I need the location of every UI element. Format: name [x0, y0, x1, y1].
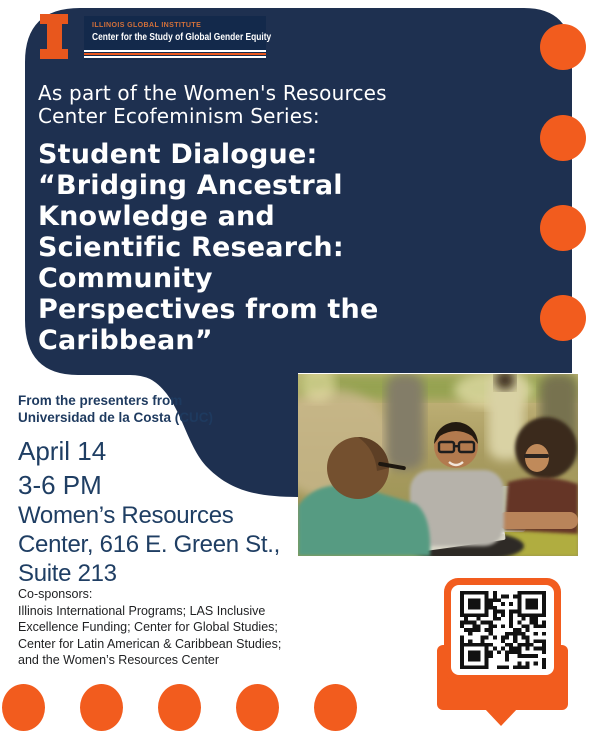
orange-dot-icon — [158, 684, 201, 731]
presenters-note — [18, 392, 213, 426]
orange-dot-icon — [540, 115, 586, 161]
title-line: Student Dialogue: — [38, 139, 318, 170]
event-photo — [298, 374, 578, 556]
location-line: Center, 616 E. Green St., — [18, 531, 280, 558]
institute-name: ILLINOIS GLOBAL INSTITUTE — [92, 20, 202, 29]
title-line: Community — [38, 263, 213, 294]
location-line: Women’s Resources — [18, 502, 234, 529]
event-location — [18, 501, 280, 588]
title-line: Knowledge and — [38, 201, 275, 232]
qr-inner-panel — [451, 585, 554, 675]
orange-dot-icon — [540, 205, 586, 251]
orange-dot-icon — [2, 684, 45, 731]
title-line: Caribbean” — [38, 325, 213, 356]
title-line: Perspectives from the — [38, 294, 379, 325]
cosponsors-heading: Co-sponsors: — [18, 587, 93, 601]
orange-dot-icon — [80, 684, 123, 731]
title-line: “Bridging Ancestral — [38, 170, 343, 201]
event-time: 3-6 PM — [18, 470, 102, 500]
cosponsors-line: Excellence Funding; Center for Global Studies; — [18, 620, 278, 634]
qr-frame — [444, 578, 561, 682]
series-kicker — [38, 82, 387, 128]
illinois-block-i-logo — [40, 14, 68, 59]
qr-speech-bubble — [437, 578, 568, 728]
series-line: Center Ecofeminism Series: — [38, 104, 320, 128]
center-name: Center for the Study of Global Gender Equity — [92, 31, 272, 43]
event-title — [38, 139, 378, 356]
location-line: Suite 213 — [18, 560, 117, 587]
block-i-top-bar — [40, 14, 68, 24]
cosponsors-line: Illinois International Programs; LAS Inclusive — [18, 603, 266, 618]
orange-dot-icon — [540, 295, 586, 341]
block-i-stem — [47, 24, 62, 49]
orange-dot-icon — [236, 684, 279, 731]
cosponsors-block — [18, 586, 281, 669]
presenters-line: From the presenters from — [18, 393, 183, 408]
series-line: As part of the Women's Resources — [38, 81, 387, 105]
logo-lockup — [84, 16, 272, 60]
cosponsors-line: Center for Latin American & Caribbean Studies; — [18, 636, 282, 651]
presenters-line: Universidad de la Costa (CUC) — [18, 410, 214, 425]
event-date: April 14 — [18, 436, 107, 466]
cosponsors-line: and the Women’s Resources Center — [18, 653, 220, 667]
qr-bubble-tail — [484, 708, 518, 726]
orange-dot-icon — [540, 24, 586, 70]
orange-dot-icon — [314, 684, 357, 731]
logo-underline-stripes — [84, 50, 266, 58]
title-line: Scientific Research: — [38, 232, 344, 263]
block-i-bottom-bar — [40, 49, 68, 59]
qr-code-icon — [460, 591, 546, 669]
